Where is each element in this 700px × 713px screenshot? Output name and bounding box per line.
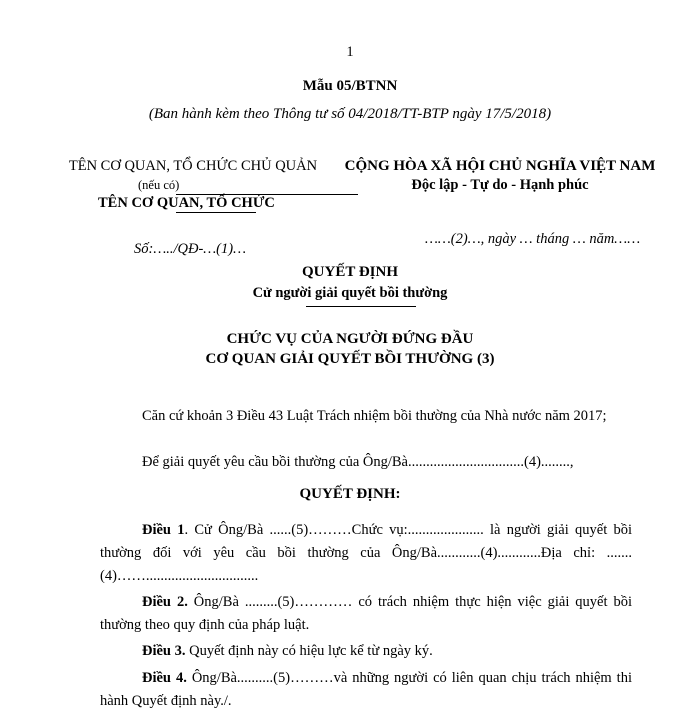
article-4-text: Ông/Bà..........(5)………và những người có liên quan chịu trách nhiệm thi hành Quyết định này./. xyxy=(100,670,632,709)
document-date: ……(2)…, ngày … tháng … năm…… xyxy=(425,231,641,247)
agency-rule xyxy=(176,212,256,213)
article-4 xyxy=(100,667,632,713)
authority-line-2: CƠ QUAN GIẢI QUYẾT BỒI THƯỜNG (3) xyxy=(205,351,495,367)
parent-agency-name: TÊN CƠ QUAN, TỔ CHỨC CHỦ QUẢN xyxy=(68,158,318,174)
authority-line-1: CHỨC VỤ CỦA NGƯỜI ĐỨNG ĐẦU xyxy=(226,331,474,347)
legal-basis-1 xyxy=(100,405,632,428)
article-1-label: Điều 1 xyxy=(142,522,185,538)
legal-basis-2 xyxy=(100,451,632,474)
article-1-text: Cử Ông/Bà ......(5)………Chức vụ:..................... là người giải quyết bồi thường đối với yêu cầu bồi thường của Ông/Bà............(4)............Địa chỉ: .......(4)……............................... xyxy=(100,522,633,584)
article-3-label: Điều 3. xyxy=(142,643,186,659)
subtitle-rule xyxy=(306,306,416,307)
article-2 xyxy=(100,591,632,637)
decides-heading: QUYẾT ĐỊNH: xyxy=(299,486,401,502)
article-2-text: Ông/Bà .........(5)………… có trách nhiệm thực hiện việc giải quyết bồi thường theo quy định của pháp luật. xyxy=(100,594,632,633)
parent-agency-note: (nếu có) xyxy=(138,178,180,192)
article-3-text: Quyết định này có hiệu lực kể từ ngày ký. xyxy=(189,643,433,659)
decision-title: QUYẾT ĐỊNH xyxy=(302,264,398,280)
article-4-label: Điều 4. xyxy=(142,670,187,686)
article-1 xyxy=(100,519,632,588)
national-motto: Độc lập - Tự do - Hạnh phúc xyxy=(411,177,589,193)
decision-subtitle: Cử người giải quyết bồi thường xyxy=(252,285,448,301)
issued-note: (Ban hành kèm theo Thông tư số 04/2018/TT-BTP ngày 17/5/2018) xyxy=(148,106,552,122)
article-1-sep: . xyxy=(184,522,195,538)
national-title: CỘNG HÒA XÃ HỘI CHỦ NGHĨA VIỆT NAM xyxy=(344,158,656,174)
agency-name: TÊN CƠ QUAN, TỔ CHỨC xyxy=(98,195,275,211)
article-3 xyxy=(100,640,632,663)
page-number: 1 xyxy=(346,44,354,60)
document-number: Số:…../QĐ-…(1)… xyxy=(134,241,246,257)
legal-basis-2-text: Để giải quyết yêu cầu bồi thường của Ông/Bà................................(4)........, xyxy=(142,454,574,470)
legal-basis-1-text: Căn cứ khoản 3 Điều 43 Luật Trách nhiệm bồi thường của Nhà nước năm 2017; xyxy=(142,408,607,424)
article-2-label: Điều 2. xyxy=(142,594,188,610)
form-code: Mẫu 05/BTNN xyxy=(302,78,398,94)
